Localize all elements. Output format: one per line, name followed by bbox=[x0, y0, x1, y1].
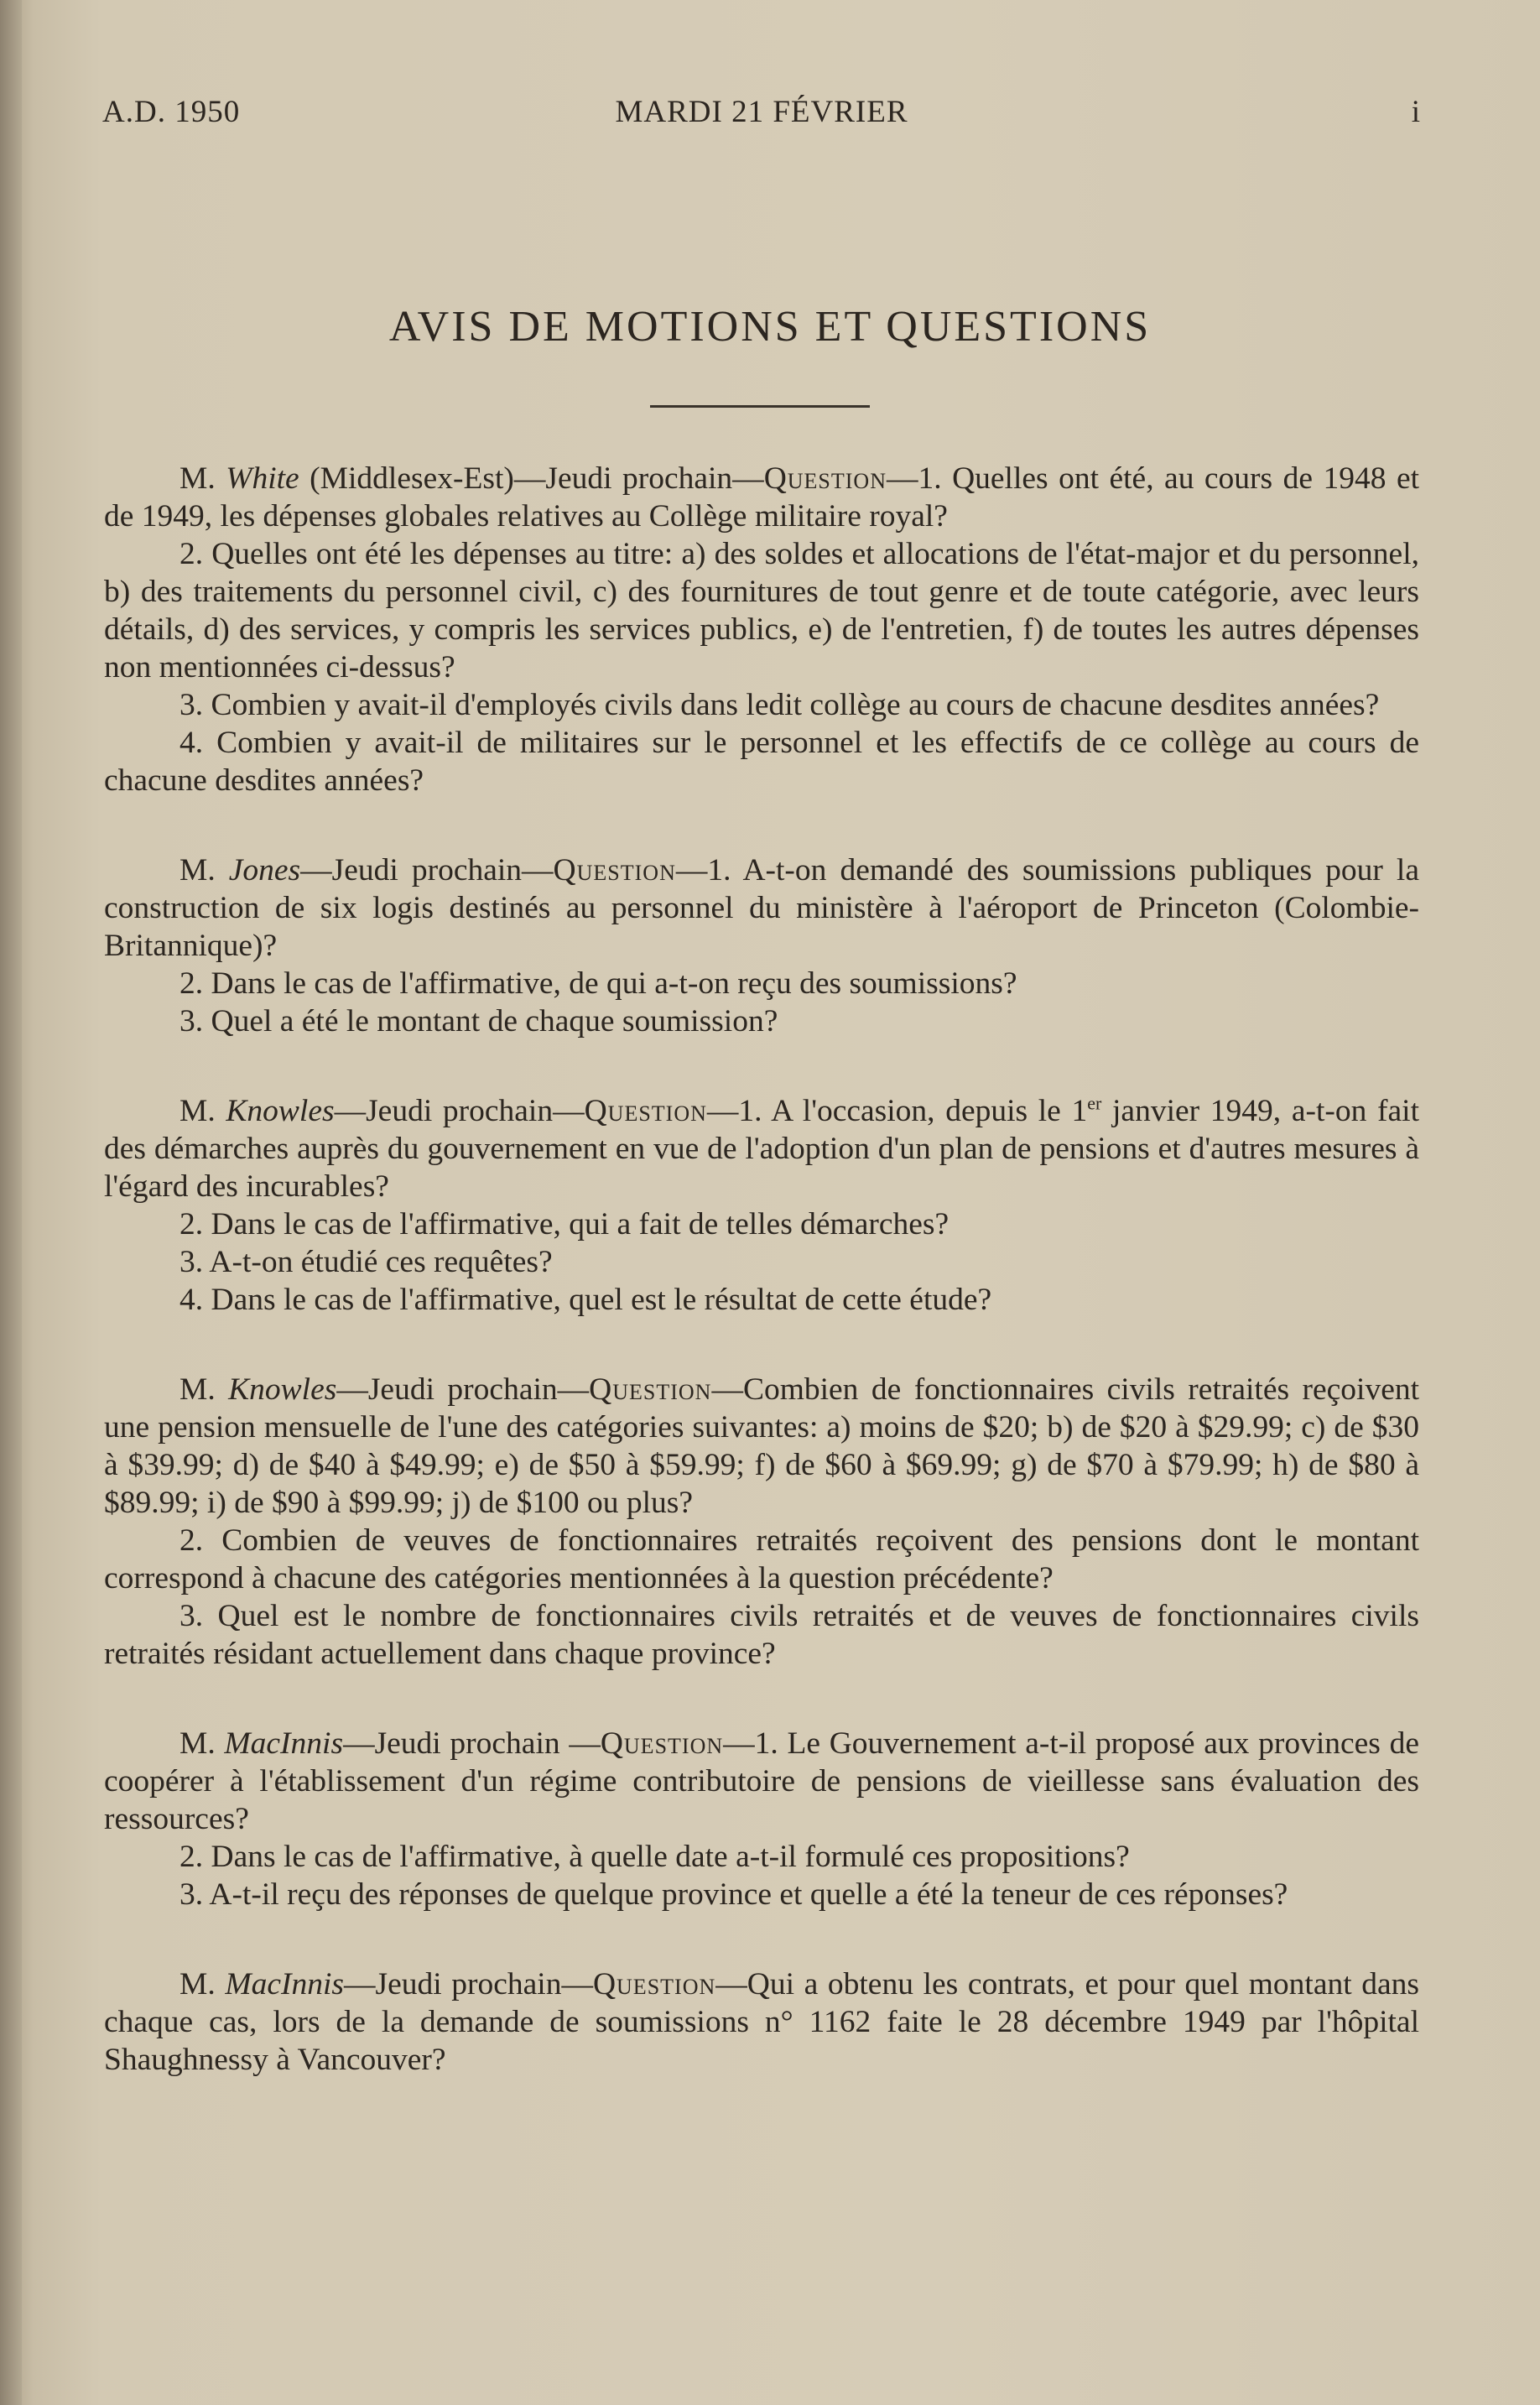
member-name: Knowles bbox=[226, 1094, 335, 1128]
title-rule bbox=[650, 405, 870, 408]
question-word: Question bbox=[584, 1094, 707, 1128]
member-name: MacInnis bbox=[224, 1726, 344, 1761]
question-paragraph: 4. Dans le cas de l'affirmative, quel est le résultat de cette étude? bbox=[179, 1283, 992, 1317]
notice-entry bbox=[104, 1965, 1419, 2079]
page-title: AVIS DE MOTIONS ET QUESTIONS bbox=[388, 303, 1152, 351]
question-word: Question bbox=[553, 853, 676, 888]
notice-first-paragraph bbox=[104, 1965, 1419, 2079]
question-text: —Combien de fonctionnaires civils retraités reçoivent une pension mensuelle de l'une des catégories suivantes: a) moins de $20; b) de $20 à $29.99; c) de $30 à $39.99; d) de $40 à $49.99; e) de $50 à $59.99; f) de $60 à $69.99; g) de $70 à $79.99; h) de $80 à $89.99; i) de $90 à $99.99; j) de $100 ou plus? bbox=[104, 1372, 1420, 1520]
question-paragraph: 2. Dans le cas de l'affirmative, de qui a-t-on reçu des soumissions? bbox=[179, 966, 1017, 1001]
notice-lead: —Jeudi prochain— bbox=[300, 853, 554, 888]
notice-first-paragraph bbox=[104, 1371, 1419, 1522]
notice-first-paragraph bbox=[104, 851, 1419, 965]
notice-lead: (Middlesex-Est)—Jeudi prochain— bbox=[299, 461, 764, 496]
header-year: A.D. 1950 bbox=[102, 95, 241, 129]
notice-entry bbox=[104, 460, 1419, 799]
question-paragraph: 3. Quel a été le montant de chaque soumission? bbox=[179, 1004, 778, 1039]
question-text-continued: janvier 1949, a-t-on fait des démarches auprès du gouvernement en vue de l'adoption d'un plan de pensions et d'autres mesures à l'égard des incurables? bbox=[104, 1094, 1419, 1204]
question-paragraph: 3. Quel est le nombre de fonctionnaires civils retraités et de veuves de fonctionnaires civils retraités résidant actuellement dans chaque province? bbox=[104, 1599, 1419, 1671]
question-paragraph: 3. Combien y avait-il d'employés civils dans ledit collège au cours de chacune desdites années? bbox=[179, 688, 1380, 722]
member-prefix: M. bbox=[179, 1726, 225, 1761]
header-page-number: i bbox=[1411, 95, 1421, 129]
member-name: Jones bbox=[228, 853, 301, 888]
notice-entry bbox=[104, 1725, 1419, 1913]
question-paragraph: 3. A-t-on étudié ces requêtes? bbox=[179, 1245, 553, 1279]
member-name: Knowles bbox=[228, 1372, 337, 1407]
question-paragraph: 4. Combien y avait-il de militaires sur le personnel et les effectifs de ce collège au cours de chacune desdites années? bbox=[104, 726, 1419, 798]
notice-lead: —Jeudi prochain— bbox=[336, 1372, 590, 1407]
notice-entry bbox=[104, 1092, 1419, 1319]
question-word: Question bbox=[600, 1726, 724, 1761]
member-prefix: M. bbox=[179, 1967, 226, 2002]
question-text: —1. A l'occasion, depuis le 1 bbox=[706, 1094, 1088, 1128]
question-paragraph: 2. Combien de veuves de fonctionnaires retraités reçoivent des pensions dont le montant correspond à chacune des catégories mentionnées à la question précédente? bbox=[104, 1523, 1419, 1596]
question-text: —Qui a obtenu les contrats, et pour quel montant dans chaque cas, lors de la demande de soumissions n° 1162 faite le 28 décembre 1949 par l'hôpital Shaughnessy à Vancouver? bbox=[104, 1967, 1419, 2077]
running-header bbox=[102, 94, 1421, 136]
notices-body bbox=[104, 460, 1419, 2131]
notice-lead: —Jeudi prochain— bbox=[343, 1967, 593, 2002]
notice-lead: —Jeudi prochain— bbox=[334, 1094, 585, 1128]
question-text: —1. Le Gouvernement a-t-il proposé aux provinces de coopérer à l'établissement d'un régime contributoire de pensions de vieillesse sans évaluation des ressources? bbox=[104, 1726, 1419, 1836]
notice-first-paragraph bbox=[104, 1092, 1419, 1205]
question-paragraph: 3. A-t-il reçu des réponses de quelque province et quelle a été la teneur de ces réponses? bbox=[179, 1877, 1288, 1912]
ordinal-superscript: er bbox=[1087, 1092, 1102, 1114]
page-binding-edge bbox=[0, 0, 22, 2405]
member-prefix: M. bbox=[179, 853, 229, 888]
notice-lead: —Jeudi prochain — bbox=[343, 1726, 601, 1761]
question-paragraph: 2. Quelles ont été les dépenses au titre: a) des soldes et allocations de l'état-major et du personnel, b) des traitements du personnel civil, c) des fournitures de tout genre et de toute catégorie, avec leurs détails, d) des services, y compris les services publics, e) de l'entretien, f) de toutes les autres dépenses non mentionnées ci-dessus? bbox=[104, 537, 1419, 685]
question-word: Question bbox=[763, 461, 887, 496]
question-word: Question bbox=[592, 1967, 716, 2002]
header-date: MARDI 21 FÉVRIER bbox=[615, 95, 908, 129]
member-prefix: M. bbox=[179, 1094, 226, 1128]
notice-entry bbox=[104, 1371, 1419, 1673]
question-text: —1. A-t-on demandé des soumissions publiques pour la construction de six logis destinés au personnel du ministère à l'aéroport de Princeton (Colombie-Britannique)? bbox=[104, 853, 1419, 963]
member-name: MacInnis bbox=[225, 1967, 344, 2002]
question-word: Question bbox=[589, 1372, 712, 1407]
member-prefix: M. bbox=[179, 461, 226, 496]
notice-entry bbox=[104, 851, 1419, 1040]
member-name: White bbox=[226, 461, 299, 496]
notice-first-paragraph bbox=[104, 1725, 1419, 1838]
question-paragraph: 2. Dans le cas de l'affirmative, qui a fait de telles démarches? bbox=[179, 1207, 949, 1242]
member-prefix: M. bbox=[179, 1372, 229, 1407]
notice-first-paragraph bbox=[104, 460, 1419, 535]
question-paragraph: 2. Dans le cas de l'affirmative, à quelle date a-t-il formulé ces propositions? bbox=[179, 1840, 1130, 1874]
question-text: —1. Quelles ont été, au cours de 1948 et de 1949, les dépenses globales relatives au Collège militaire royal? bbox=[104, 461, 1420, 534]
